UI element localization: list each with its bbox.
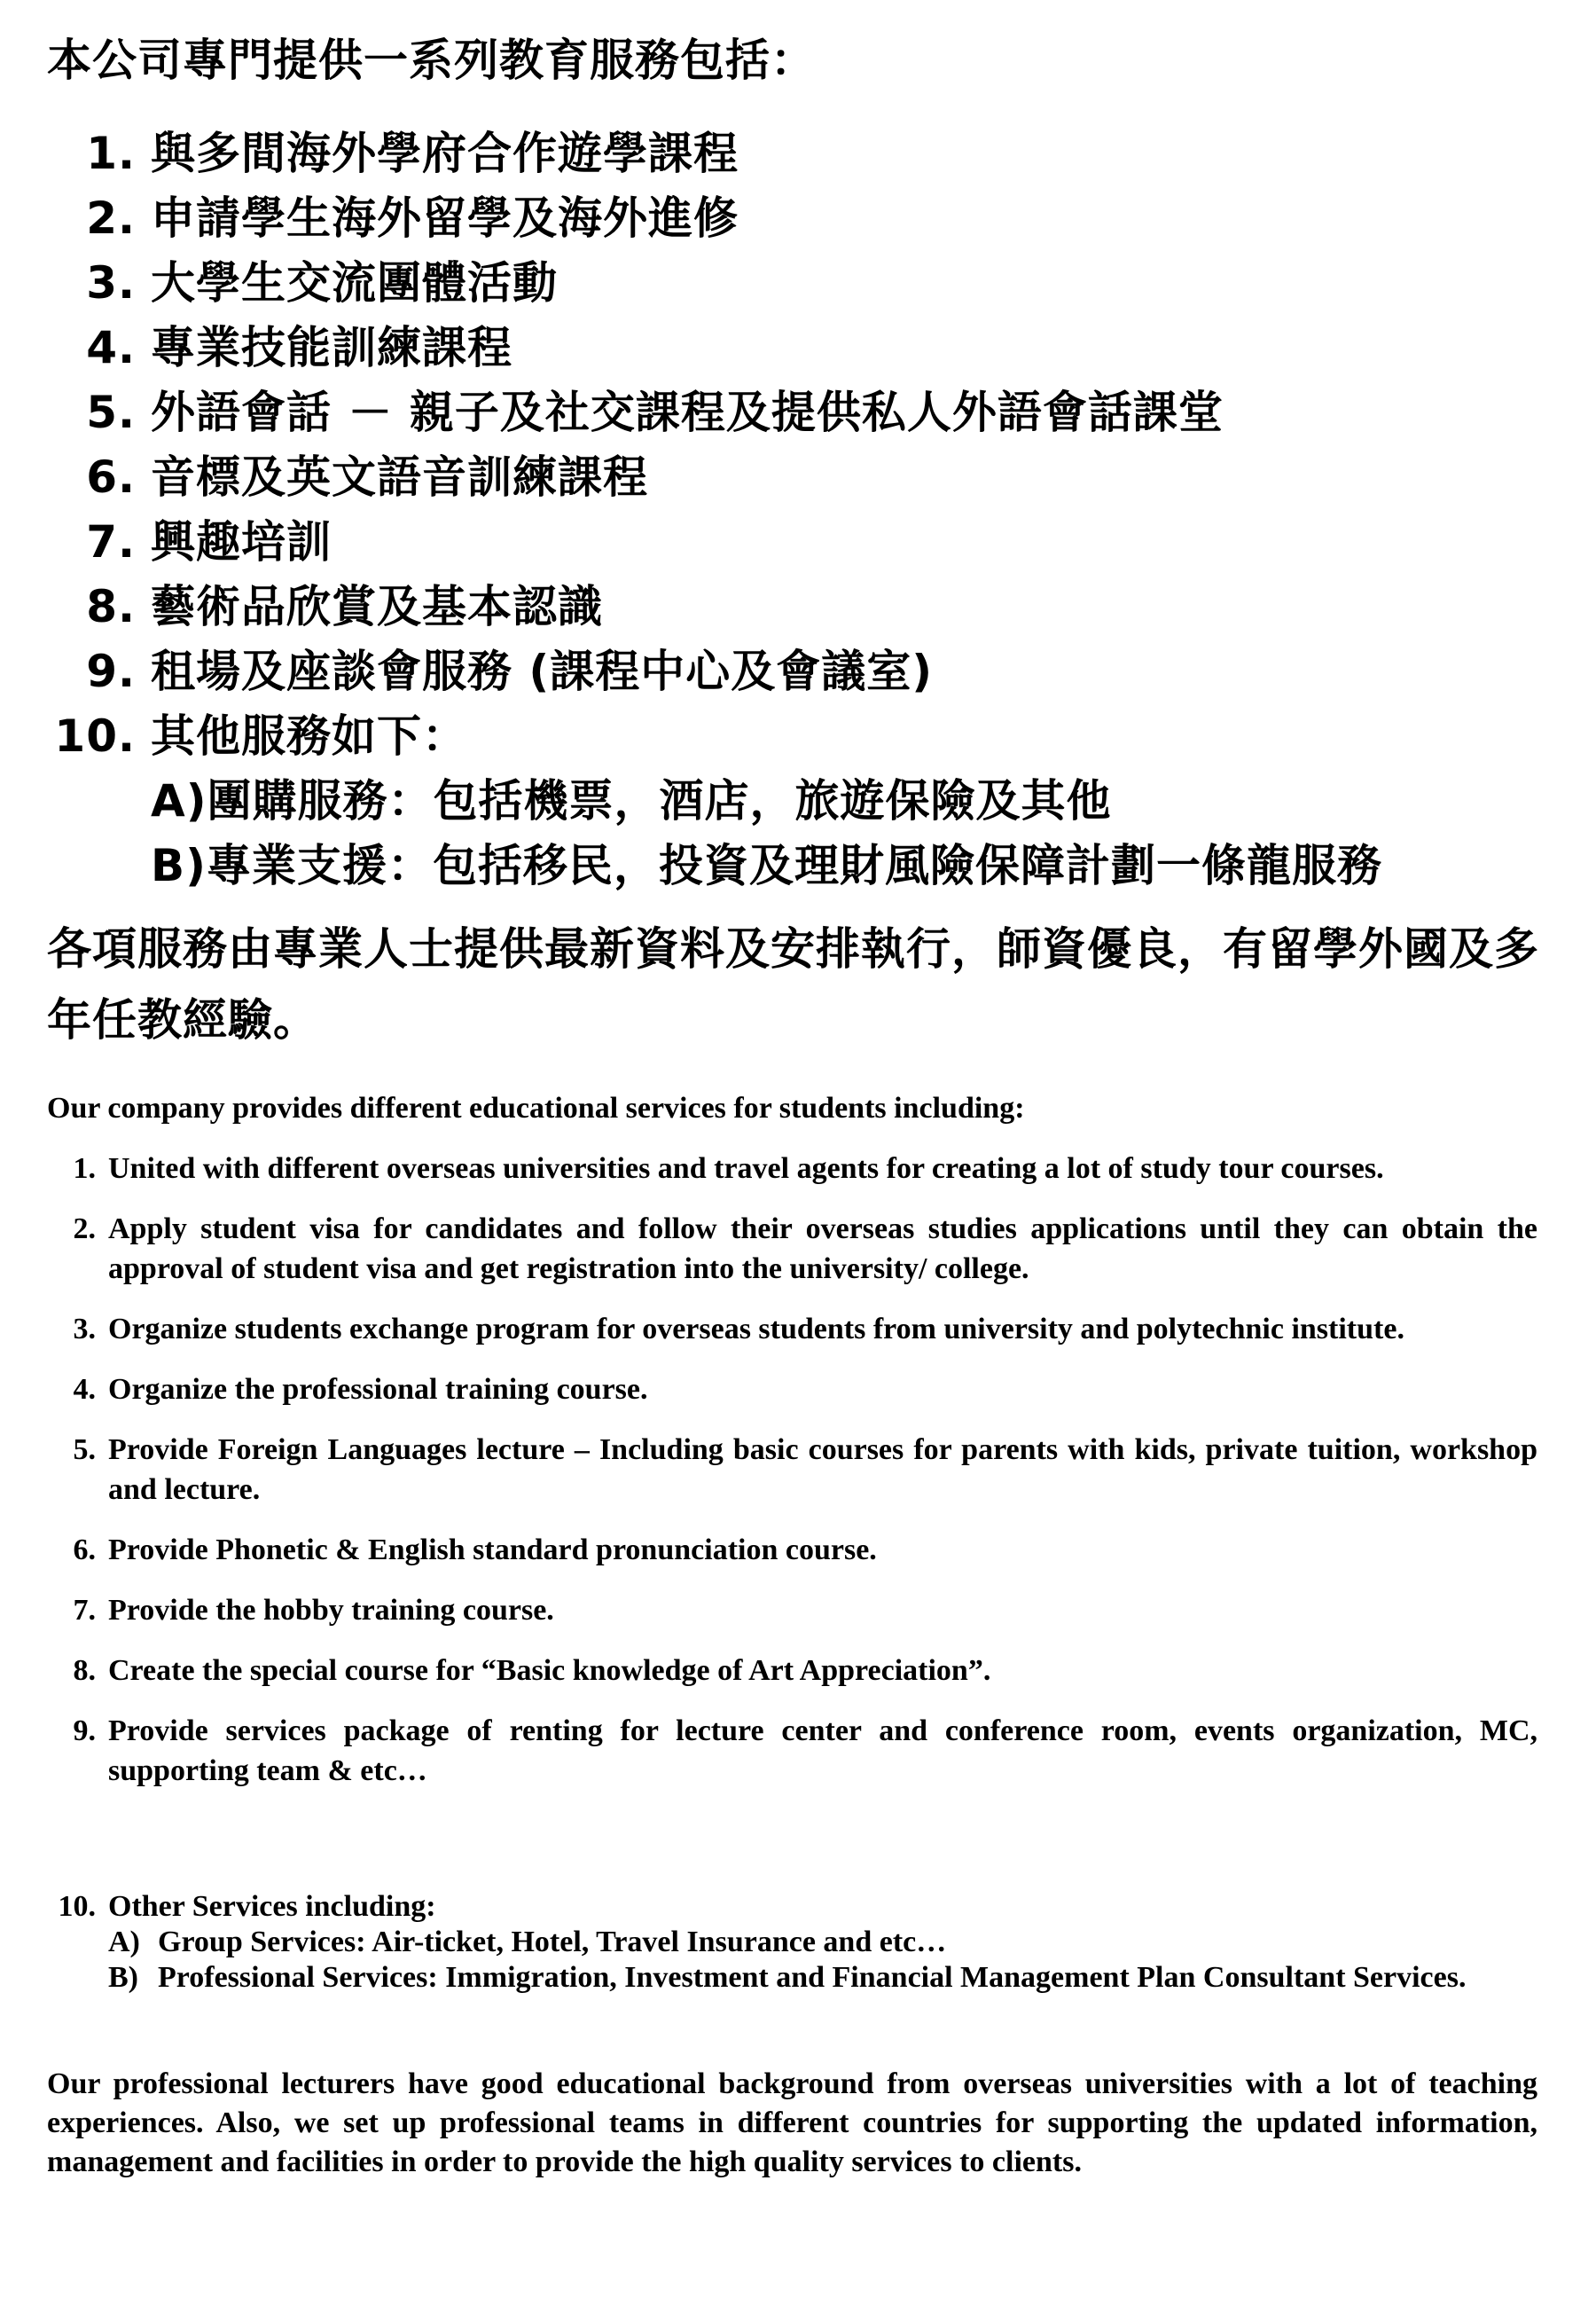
list-number: 8.: [86, 581, 136, 632]
list-number: 3.: [73, 1313, 96, 1345]
english-sub-item: [108, 1960, 1537, 1996]
list-text: Provide services package of renting for lecture center and conference room, events organization, MC, supporting team & etc…: [108, 1714, 1537, 1787]
chinese-list-item: [0, 575, 1596, 639]
chinese-list-item: [0, 510, 1596, 575]
list-text: Provide Foreign Languages lecture – Including basic courses for parents with kids, private tuition, workshop and lecture.: [108, 1433, 1537, 1506]
list-text: Other Services including:: [108, 1890, 436, 1923]
list-text: Create the special course for “Basic knowledge of Art Appreciation”.: [108, 1654, 991, 1687]
list-number: 1.: [86, 128, 136, 179]
sub-item-text: A)團購服務：包括機票，酒店，旅遊保險及其他: [151, 775, 1112, 827]
sub-item-label: A): [108, 1926, 140, 1958]
list-text: Provide the hobby training course.: [108, 1594, 554, 1627]
english-list-item: [0, 1369, 1596, 1409]
chinese-list-item: [0, 122, 1596, 186]
list-text: 其他服務如下：: [151, 710, 467, 762]
english-list-item-other-services: [0, 1889, 1596, 1996]
chinese-paragraph: 各項服務由專業人士提供最新資料及安排執行，師資優良，有留學外國及多年任教經驗。: [47, 923, 1539, 1046]
chinese-list-item: [0, 704, 1596, 769]
list-number: 7.: [73, 1594, 96, 1627]
chinese-service-list: [0, 122, 1596, 898]
list-number: 4.: [86, 322, 136, 373]
list-number: 6.: [73, 1534, 96, 1566]
list-number: 5.: [86, 387, 136, 438]
sub-item-label: B): [108, 1961, 138, 1994]
list-number: 9.: [73, 1714, 96, 1747]
chinese-list-item: [0, 251, 1596, 316]
chinese-sub-item: [0, 834, 1596, 898]
english-list-item: [0, 1711, 1596, 1791]
list-text: 興趣培訓: [151, 516, 332, 568]
sub-item-text: Group Services: Air-ticket, Hotel, Travel Insurance and etc…: [158, 1926, 947, 1958]
list-number: 10.: [58, 1890, 96, 1923]
list-text: 音標及英文語音訓練課程: [151, 451, 648, 503]
english-list-item: [0, 1149, 1596, 1188]
chinese-sub-item: [0, 769, 1596, 834]
english-paragraph: Our professional lecturers have good educational background from overseas universities with a lot of teaching experiences. Also, we set up professional teams in different countries for supporting the updated information, management and facilities in order to provide the high quality services to clients.: [47, 2067, 1537, 2178]
chinese-list-item: [0, 639, 1596, 704]
english-list-item: [0, 1530, 1596, 1570]
english-list-item: [0, 1309, 1596, 1349]
list-text: 外語會話 － 親子及社交課程及提供私人外語會話課堂: [151, 387, 1224, 438]
list-number: 3.: [86, 257, 136, 309]
list-text: 申請學生海外留學及海外進修: [151, 192, 739, 244]
list-text: United with different overseas universities and travel agents for creating a lot of study tour courses.: [108, 1152, 1384, 1185]
english-sub-item: [108, 1925, 1537, 1960]
chinese-list-item: [0, 445, 1596, 510]
list-text: 大學生交流團體活動: [151, 257, 558, 309]
list-text: Provide Phonetic & English standard pronunciation course.: [108, 1534, 877, 1566]
list-number: 9.: [86, 646, 136, 697]
list-text: 專業技能訓練課程: [151, 322, 512, 373]
list-text: 與多間海外學府合作遊學課程: [151, 128, 739, 179]
list-number: 4.: [73, 1373, 96, 1406]
english-heading: Our company provides different educational services for students including:: [47, 1092, 1025, 1125]
chinese-list-item: [0, 186, 1596, 251]
list-text: Apply student visa for candidates and follow their overseas studies applications until they can obtain the approval of student visa and get registration into the university/ college.: [108, 1212, 1537, 1285]
english-list-item: [0, 1651, 1596, 1690]
list-number: 1.: [73, 1152, 96, 1185]
english-service-list: [0, 1149, 1596, 1811]
list-number: 2.: [86, 192, 136, 244]
english-list-item: [0, 1430, 1596, 1510]
list-text: 租場及座談會服務 (課程中心及會議室): [151, 646, 934, 697]
list-text: Organize the professional training course.: [108, 1373, 648, 1406]
list-number: 7.: [86, 516, 136, 568]
chinese-list-item: [0, 380, 1596, 445]
chinese-list-item: [0, 316, 1596, 380]
english-list-item: [0, 1209, 1596, 1289]
list-text: Organize students exchange program for overseas students from university and polytechnic institute.: [108, 1313, 1404, 1345]
list-number: 2.: [73, 1212, 96, 1245]
list-number: 6.: [86, 451, 136, 503]
list-number: 5.: [73, 1433, 96, 1466]
sub-item-text: B)專業支援：包括移民，投資及理財風險保障計劃一條龍服務: [151, 840, 1382, 891]
sub-item-text: Professional Services: Immigration, Investment and Financial Management Plan Consultant Services.: [158, 1961, 1467, 1994]
english-list-item: [0, 1590, 1596, 1630]
list-number: 8.: [73, 1654, 96, 1687]
list-text: 藝術品欣賞及基本認識: [151, 581, 603, 632]
list-number: 10.: [54, 710, 136, 762]
chinese-heading: 本公司專門提供一系列教育服務包括：: [47, 35, 816, 86]
